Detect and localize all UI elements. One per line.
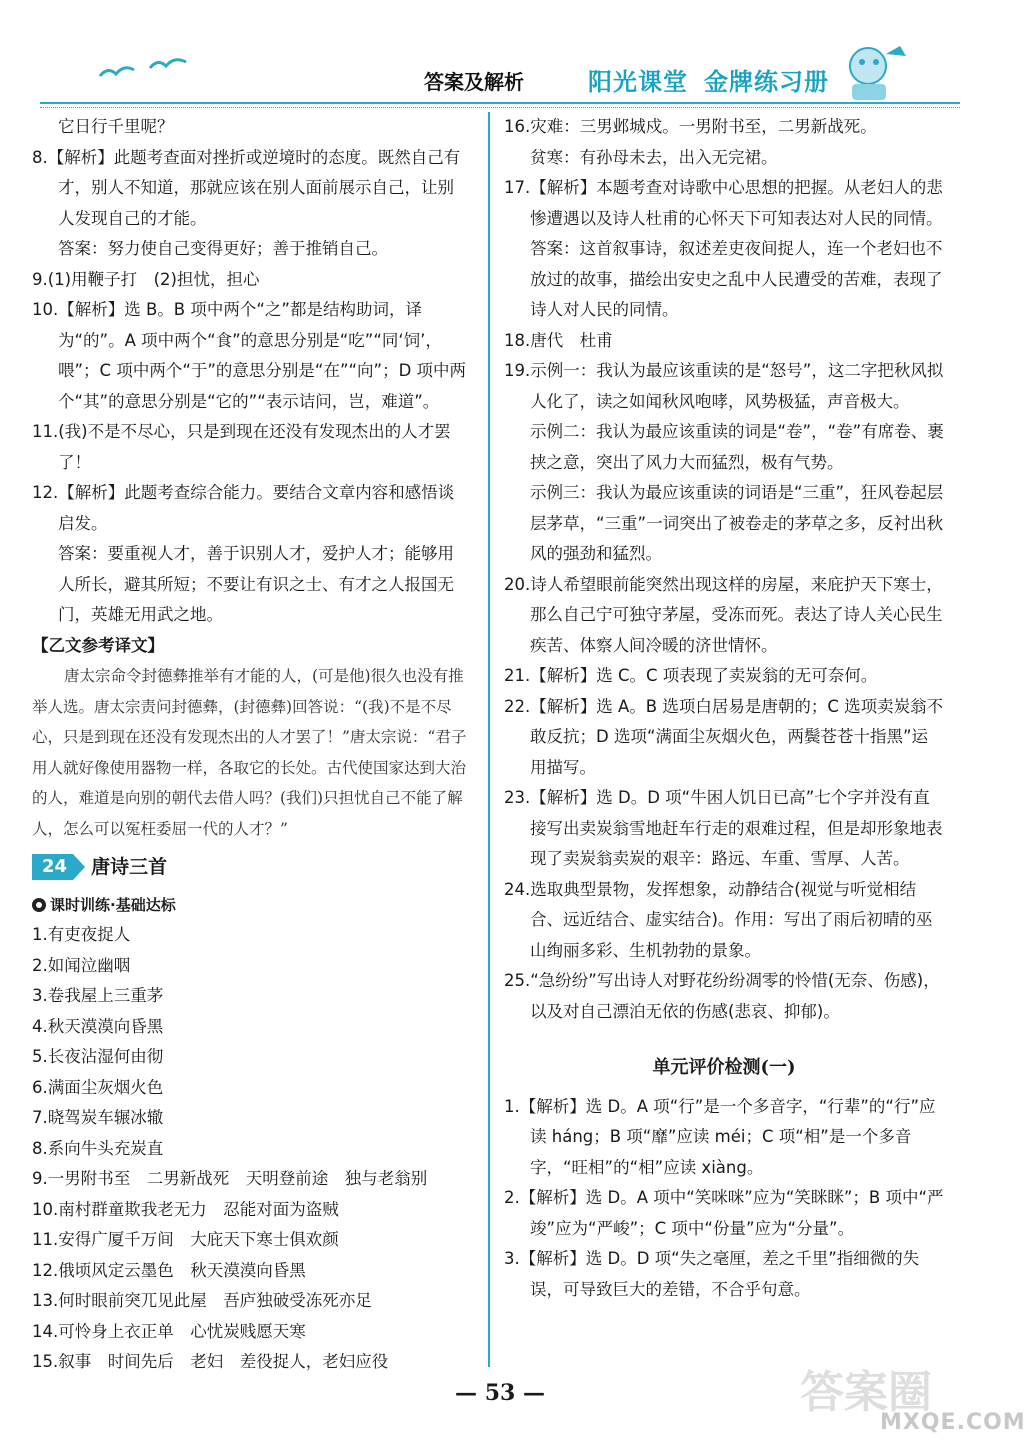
answer-17: 17.【解析】本题考查对诗歌中心思想的把握。从老妇人的悲惨遭遇以及诗人杜甫的心怀天下可知表达对人民的同情。 [504,178,943,228]
answer-10: 10.【解析】选 B。B 项中两个“之”都是结构助词，译为“的”。A 项中两个“食”的意思分别是“吃”“同‘饲’，喂”；C 项中两个“于”的意思分别是“在”“向”；D 项中两个“其”的意思分别是“它的”“表示诘问，岂，难道”。 [32,300,467,411]
list-item: 6.满面尘灰烟火色 [32,1077,164,1097]
answer-12-final: 答案：要重视人才，善于识别人才，爱护人才；能够用人所长，避其所短；不要让有识之士、有才之人报国无门，英雄无用武之地。 [58,544,454,624]
translation-heading: 【乙文参考译文】 [32,635,164,655]
answer-19c: 示例三：我认为最应该重读的词语是“三重”，狂风卷起层层茅草，“三重”一词突出了被卷走的茅草之多，反衬出秋风的强劲和猛烈。 [530,483,944,563]
answer-19b: 示例二：我认为最应该重读的词是“卷”，“卷”有席卷、裹挟之意，突出了风力大而猛烈，极有气势。 [530,422,944,472]
answer-25: 25.“急纷纷”写出诗人对野花纷纷凋零的怜惜(无奈、伤感)，以及对自己漂泊无依的伤感(悲哀、抑郁)。 [504,971,940,1021]
text-line: 它日行千里呢？ [58,117,174,136]
list-item: 14.可怜身上衣正单 心忧炭贱愿天寒 [32,1321,306,1341]
subheading [32,890,470,920]
right-column [504,112,944,1305]
answer-11: 11.(我)不是不尽心，只是到现在还没有发现杰出的人才罢了！ [32,422,451,472]
answer-24: 24.选取典型景物，发挥想象，动静结合(视觉与听觉相结合、远近结合、虚实结合)。作用：写出了雨后初晴的巫山绚丽多彩、生机勃勃的景象。 [504,879,933,960]
list-item: 12.俄顷风定云墨色 秋天漠漠向昏黑 [32,1260,306,1280]
page-header [40,40,960,110]
list-item: 8.系向牛头充炭直 [32,1138,164,1158]
answer-23: 23.【解析】选 D。D 项“牛困人饥日已高”七个字并没有直接写出卖炭翁雪地赶车行走的艰难过程，但是却形象地表现了卖炭翁卖炭的艰辛：路远、车重、雪厚、人苦。 [504,788,943,868]
dot-icon [32,898,46,912]
brand-left: 阳光课堂 [588,67,688,96]
answer-17-final: 答案：这首叙事诗，叙述差吏夜间捉人，连一个老妇也不放过的故事，描绘出安史之乱中人民遭受的苦难，表现了诗人对人民的同情。 [530,239,943,319]
answer-16: 16.灾难：三男邺城戍。一男附书至，二男新战死。 [504,117,877,136]
answer-16b: 贫寒：有孙母未去，出入无完裙。 [530,147,778,167]
list-item: 13.何时眼前突兀见此屋 吾庐独破受冻死亦足 [32,1291,372,1310]
unit-answer-1: 1.【解析】选 D。A 项“行”是一个多音字，“行辈”的“行”应读 háng；B 项“靡”应读 méi；C 项“相”是一个多音字，“旺相”的“相”应读 xiàng。 [504,1096,936,1177]
answer-8: 8.【解析】此题考查面对挫折或逆境时的态度。既然自己有才，别人不知道，那就应该在别人面前展示自己，让别人发现自己的才能。 [32,147,461,228]
unit-answer-3: 3.【解析】选 D。D 项“失之毫厘，差之千里”指细微的失误，可导致巨大的差错，不合乎句意。 [504,1249,920,1299]
watermark-logo: 答案圈 [800,1367,932,1418]
left-column [32,112,470,1378]
list-item: 11.安得广厦千万间 大庇天下寒士俱欢颜 [32,1230,339,1249]
answer-19: 19.示例一：我认为最应该重读的是“怒号”，这二字把秋风拟人化了，读之如闻秋风咆哮，风势极猛，声音极大。 [504,361,944,411]
lesson-title: 唐诗三首 [91,855,168,878]
answer-21: 21.【解析】选 C。C 项表现了卖炭翁的无可奈何。 [504,666,878,685]
brand-right: 金牌练习册 [704,67,829,96]
list-item: 7.晓驾炭车辗冰辙 [32,1108,164,1127]
unit-answer-2: 2.【解析】选 D。A 项中“笑咪咪”应为“笑眯眯”；B 项中“严竣”应为“严峻”；C 项中“份量”应为“分量”。 [504,1188,944,1238]
list-item: 2.如闻泣幽咽 [32,955,131,975]
list-item: 15.叙事 时间先后 老妇 差役捉人，老妇应役 [32,1352,389,1371]
translation-text: 唐太宗命令封德彝推举有才能的人，(可是他)很久也没有推举人选。唐太宗责问封德彝，(封德彝)回答说：“(我)不是不尽心，只是到现在还没有发现杰出的人才罢了！”唐太宗说：“君子用人就好像使用器物一样，各取它的长处。古代使国家达到大治的人，难道是向别的朝代去借人吗？(我们)只担忧自己不能了解人，怎么可以冤枉委屈一代的人才？” [32,667,467,838]
page-number: — 53 — [455,1380,545,1406]
list-item: 1.有吏夜捉人 [32,925,131,944]
list-item: 9.一男附书至 二男新战死 天明登前途 独与老翁别 [32,1169,428,1188]
answer-18: 18.唐代 杜甫 [504,330,613,350]
subheading-text: 课时训练·基础达标 [50,895,176,914]
lesson-heading [32,850,470,884]
list-item: 4.秋天漠漠向昏黑 [32,1016,164,1036]
list-item: 5.长夜沾湿何由彻 [32,1047,164,1066]
brand-title [588,62,829,97]
answer-12: 12.【解析】此题考查综合能力。要结合文章内容和感悟谈启发。 [32,483,455,533]
mascot-icon [822,40,922,104]
list-item: 10.南村群童欺我老无力 忍能对面为盗贼 [32,1199,339,1219]
answer-8-final: 答案：努力使自己变得更好；善于推销自己。 [58,239,388,258]
answer-22: 22.【解析】选 A。B 选项白居易是唐朝的；C 选项卖炭翁不敢反抗；D 选项“满面尘灰烟火色，两鬓苍苍十指黑”运用描写。 [504,696,944,777]
answer-20: 20.诗人希望眼前能突然出现这样的房屋，来庇护天下寒士，那么自己宁可独守茅屋，受冻而死。表达了诗人关心民生疾苦、体察人间冷暖的济世情怀。 [504,574,943,655]
unit-title: 单元评价检测(一) [652,1057,796,1078]
section-title: 答案及解析 [424,70,524,94]
lesson-arrow-icon [73,854,85,880]
birds-icon [90,48,200,88]
watermark-text: MXQE.COM [880,1410,1026,1435]
column-divider [488,112,490,1367]
answer-9: 9.(1)用鞭子打 (2)担忧，担心 [32,269,260,289]
list-item: 3.卷我屋上三重茅 [32,986,164,1005]
lesson-number: 24 [32,854,73,880]
